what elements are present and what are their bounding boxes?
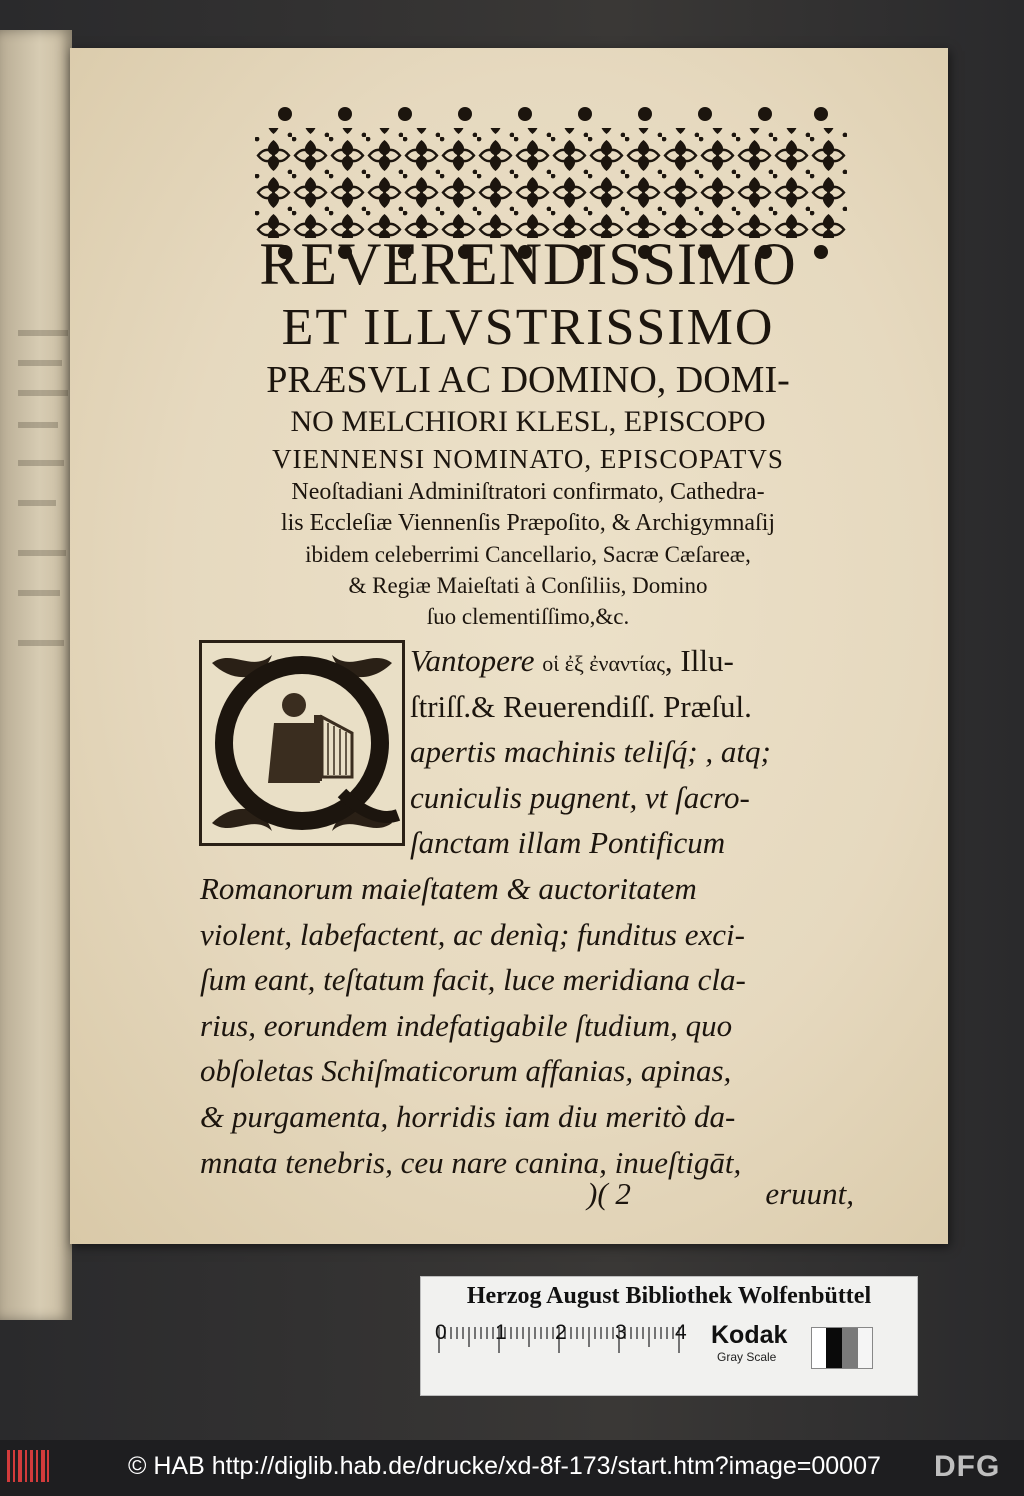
body-line: obſoletas Schiſmaticorum affanias, apinas, <box>200 1053 732 1089</box>
dfg-logo: DFG <box>934 1450 1001 1483</box>
body-line: mnata tenebris, ceu nare canina, inueſtigāt, <box>200 1144 742 1180</box>
copyright-url: © HAB http://diglib.hab.de/drucke/xd-8f-173/start.htm?image=00007 <box>128 1452 881 1480</box>
ruler-number: 2 <box>555 1321 567 1344</box>
body-line: ſtriſſ.& Reuerendiſſ. Præſul. <box>410 688 752 724</box>
page-footer-marks <box>200 1176 860 1216</box>
ruler-number: 3 <box>615 1321 627 1344</box>
dedication-title <box>170 230 886 632</box>
title-line: PRÆSVLI AC DOMINO, DOMI- <box>266 359 790 401</box>
body-line: cuniculis pugnent, vt ſacro- <box>410 779 750 815</box>
dedication-body <box>200 638 860 1185</box>
kodak-gray-scale-target <box>420 1276 918 1396</box>
book-page <box>70 48 948 1244</box>
ruler-number: 1 <box>495 1321 507 1344</box>
barcode-icon <box>6 1446 50 1486</box>
body-line: rius, eorundem indefatigabile ſtudium, quo <box>200 1007 733 1043</box>
greek-phrase: οἱ ἐξ ἐναντίας <box>542 651 665 676</box>
title-line: ſuo clementiſſimo,&c. <box>426 604 630 629</box>
title-line: VIENNENSI NOMINATO, EPISCOPATVS <box>272 444 784 474</box>
title-line: NO MELCHIORI KLESL, EPISCOPO <box>290 405 766 438</box>
gray-scale-patches <box>811 1327 873 1369</box>
previous-page-edge <box>0 30 72 1320</box>
title-line: lis Eccleſiæ Viennenſis Præpoſito, & Archigymnaſij <box>280 510 776 536</box>
catchword: eruunt, <box>765 1176 854 1211</box>
body-line: ſanctam illam Pontificum <box>410 825 726 861</box>
ruler-number: 0 <box>435 1321 447 1344</box>
gray-scale-label: Gray Scale <box>717 1350 777 1364</box>
body-line <box>200 638 860 684</box>
title-line: Neoſtadiani Adminiſtratori confirmato, Cathedra- <box>291 479 765 505</box>
title-line: REVERENDISSIMO <box>259 231 797 297</box>
title-line: & Regiæ Maieſtati à Conſiliis, Domino <box>348 573 708 598</box>
library-name: Herzog August Bibliothek Wolfenbüttel <box>466 1283 872 1309</box>
body-line: Romanorum maieſtatem & auctoritatem <box>200 870 697 906</box>
body-word: Vantopere <box>410 643 535 678</box>
body-line: & purgamenta, horridis iam diu meritò da- <box>200 1098 736 1134</box>
measurement-ruler <box>435 1319 715 1391</box>
viewer-footer <box>0 1440 1024 1496</box>
kodak-logo: Kodak <box>711 1321 788 1349</box>
ruler-number: 4 <box>675 1321 687 1344</box>
title-line: ET ILLVSTRISSIMO <box>281 299 775 356</box>
title-line: ibidem celeberrimi Cancellario, Sacræ Cæſareæ, <box>305 542 751 567</box>
signature-mark: )( 2 <box>587 1176 631 1211</box>
body-line: apertis machinis teliſq́; , atq; <box>410 734 771 770</box>
body-word: , Illu- <box>664 643 734 678</box>
body-line: ſum eant, teſtatum facit, luce meridiana cla- <box>200 962 746 998</box>
body-line: violent, labefactent, ac denìq; funditus exci- <box>200 916 745 952</box>
